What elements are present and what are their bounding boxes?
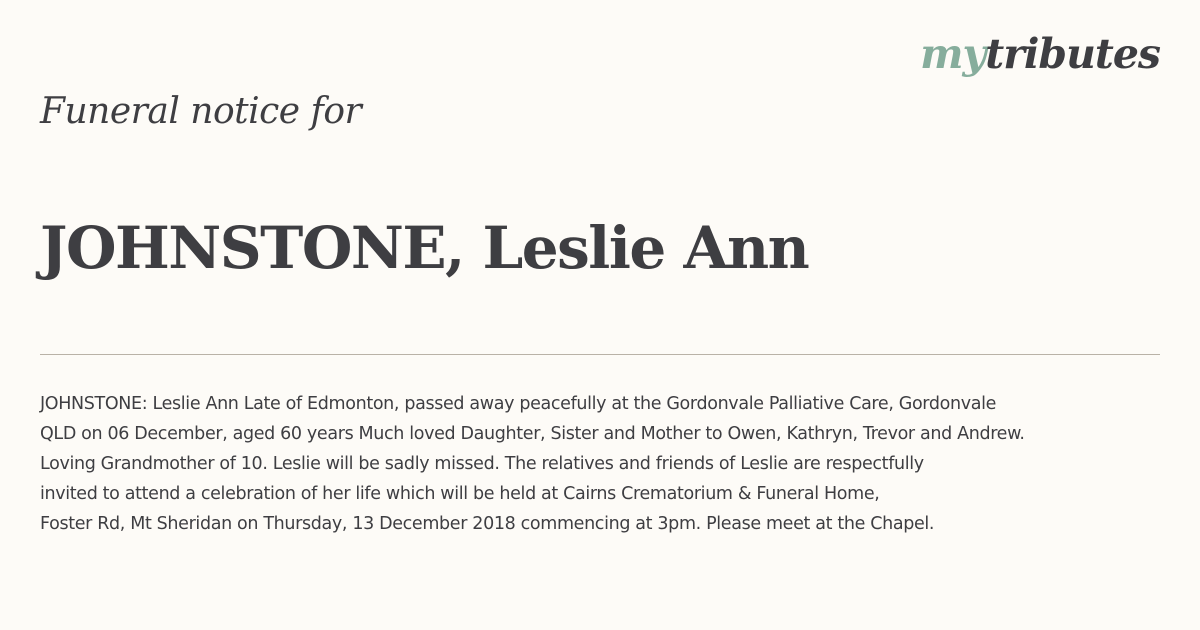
- notice-line: Foster Rd, Mt Sheridan on Thursday, 13 December 2018 commencing at 3pm. Please meet at the Chapel.: [40, 514, 935, 534]
- mytributes-logo[interactable]: [920, 30, 1160, 78]
- notice-line: JOHNSTONE: Leslie Ann Late of Edmonton, passed away peacefully at the Gordonvale Palliative Care, Gordonvale: [40, 394, 997, 414]
- divider: [40, 354, 1160, 355]
- deceased-name: JOHNSTONE, Leslie Ann: [40, 214, 809, 282]
- notice-text: [40, 389, 1190, 539]
- notice-line: invited to attend a celebration of her life which will be held at Cairns Crematorium & Funeral Home,: [40, 484, 880, 504]
- logo-tributes-text: tributes: [985, 30, 1160, 78]
- logo-my-text: my: [920, 30, 986, 78]
- notice-line: Loving Grandmother of 10. Leslie will be sadly missed. The relatives and friends of Leslie are respectfully: [40, 454, 924, 474]
- notice-line: QLD on 06 December, aged 60 years Much loved Daughter, Sister and Mother to Owen, Kathryn, Trevor and Andrew.: [40, 424, 1025, 444]
- funeral-notice-kicker: Funeral notice for: [40, 91, 362, 132]
